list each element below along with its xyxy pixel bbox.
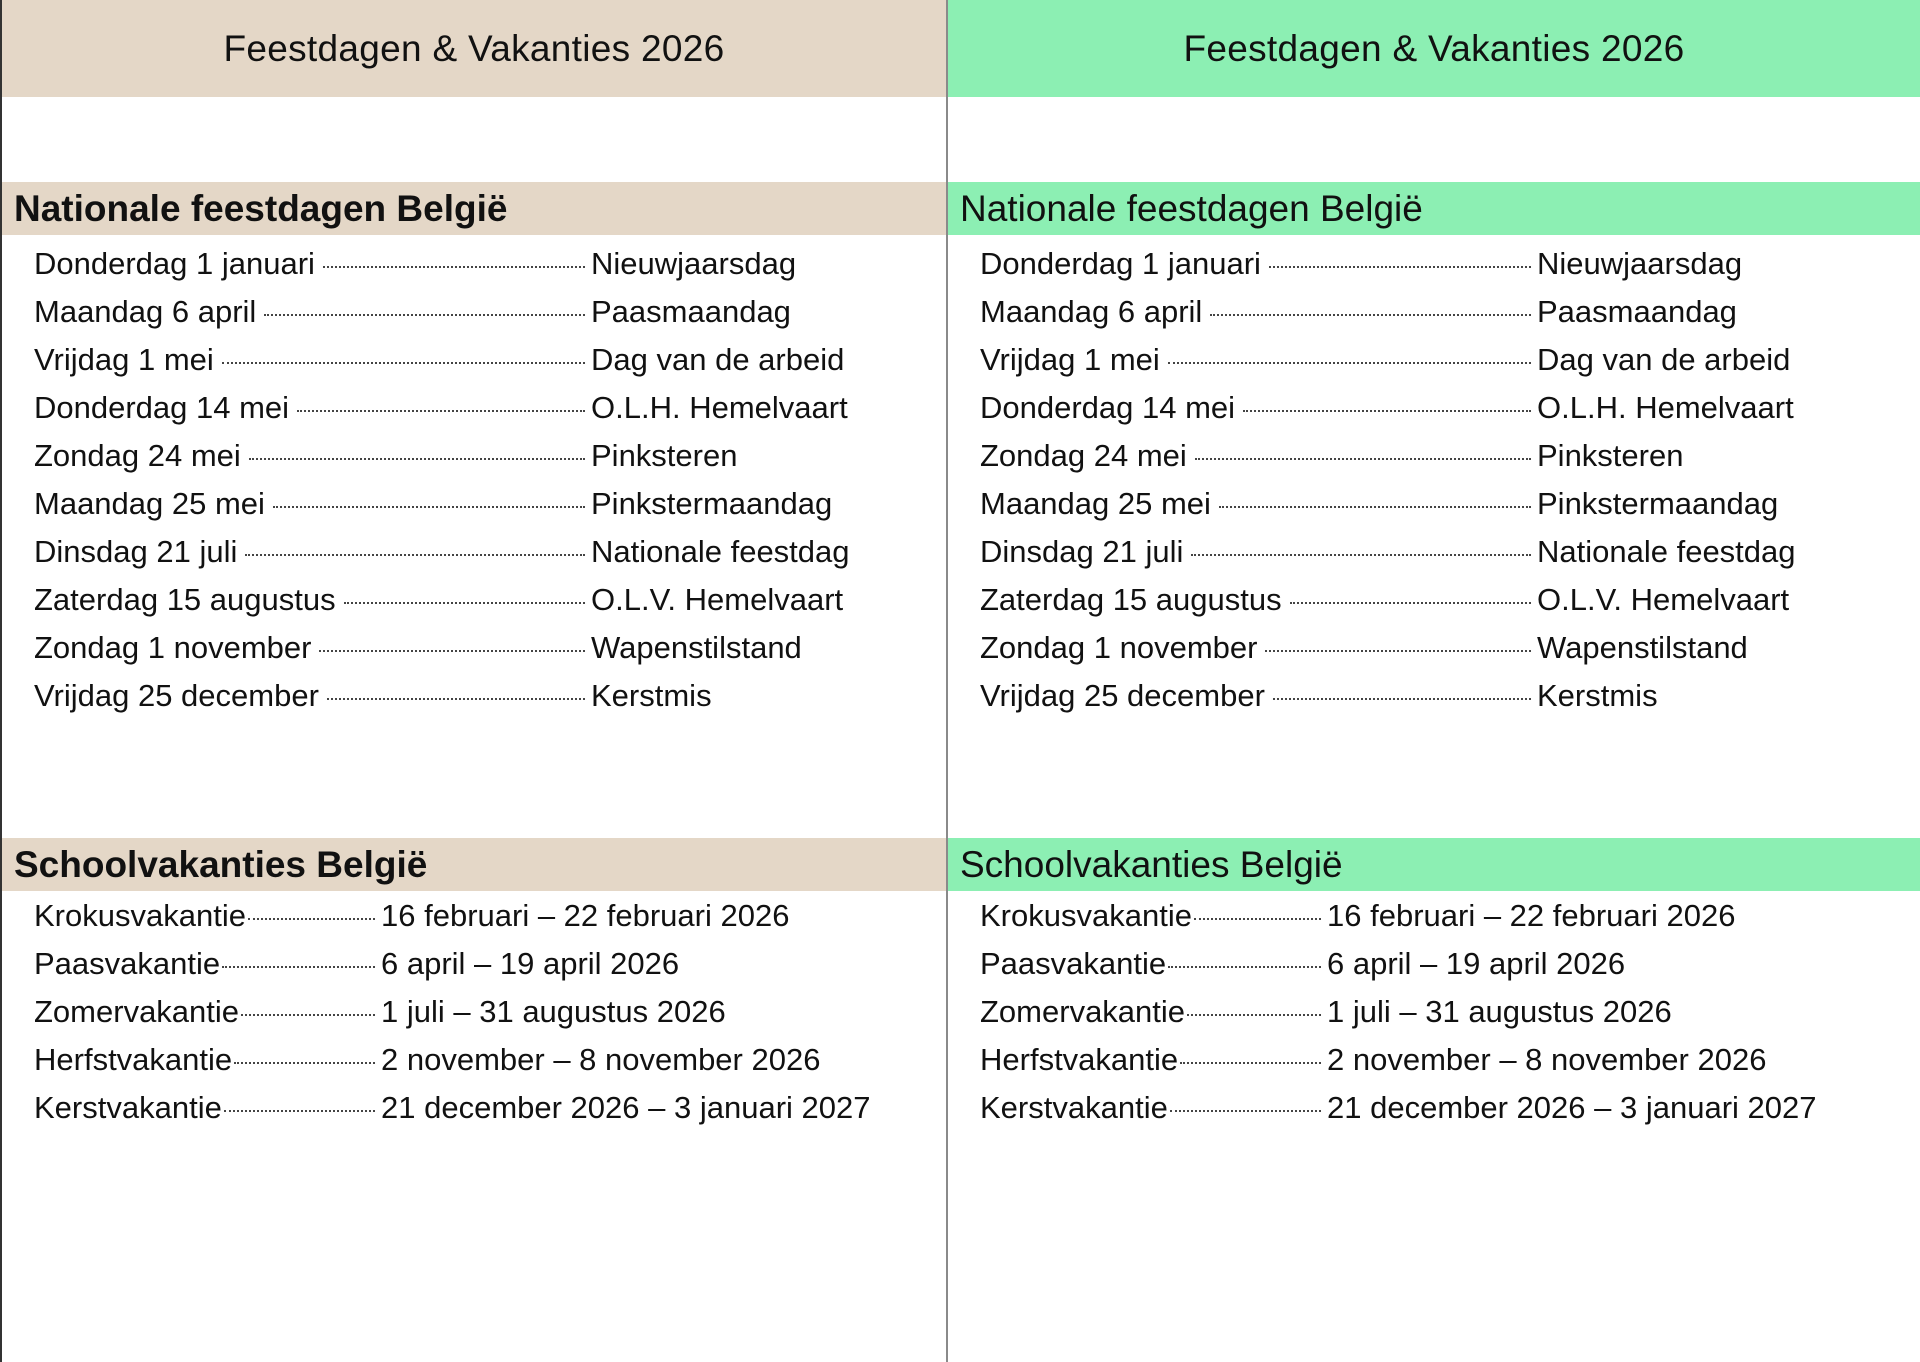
holiday-date: Dinsdag 21 juli — [980, 534, 1184, 569]
holiday-name: O.L.H. Hemelvaart — [1537, 390, 1794, 425]
dot-leader — [222, 966, 375, 968]
holiday-date: Maandag 25 mei — [980, 486, 1211, 521]
dot-leader — [264, 314, 585, 316]
vacation-name: Paasvakantie — [980, 946, 1167, 981]
panel-title: Feestdagen & Vakanties 2026 — [948, 0, 1920, 97]
vacation-period: 6 april – 19 april 2026 — [381, 946, 680, 981]
holiday-row — [34, 678, 850, 726]
dot-leader — [297, 410, 585, 412]
holiday-name: Pinkstermaandag — [1537, 486, 1779, 521]
dot-leader — [344, 602, 585, 604]
holiday-date: Maandag 6 april — [980, 294, 1203, 329]
dot-leader — [241, 1014, 375, 1016]
vacation-period: 1 juli – 31 augustus 2026 — [381, 994, 726, 1029]
holiday-row — [34, 438, 850, 486]
holiday-name: O.L.V. Hemelvaart — [591, 582, 844, 617]
holiday-name: O.L.H. Hemelvaart — [591, 390, 848, 425]
holiday-row — [34, 342, 850, 390]
holiday-name: Wapenstilstand — [591, 630, 802, 665]
dot-leader — [249, 458, 585, 460]
dot-leader — [248, 918, 375, 920]
dot-leader — [273, 506, 585, 508]
holiday-row — [980, 390, 1796, 438]
vacation-name: Zomervakantie — [34, 994, 240, 1029]
school-vacation-row — [980, 946, 1816, 994]
holiday-date: Zondag 1 november — [34, 630, 312, 665]
holiday-date: Dinsdag 21 juli — [34, 534, 238, 569]
school-vacation-row — [34, 1090, 870, 1138]
panel-title: Feestdagen & Vakanties 2026 — [2, 0, 946, 97]
holiday-date: Maandag 25 mei — [34, 486, 265, 521]
holiday-row — [980, 342, 1796, 390]
school-vacation-row — [980, 1090, 1816, 1138]
holiday-name: Kerstmis — [591, 678, 712, 713]
dot-leader — [1194, 918, 1321, 920]
vacation-name: Herfstvakantie — [34, 1042, 233, 1077]
vacation-period: 21 december 2026 – 3 januari 2027 — [381, 1090, 871, 1125]
dot-leader — [245, 554, 585, 556]
dot-leader — [1180, 1062, 1321, 1064]
vacation-name: Herfstvakantie — [980, 1042, 1179, 1077]
holiday-date: Maandag 6 april — [34, 294, 257, 329]
vacation-period: 16 februari – 22 februari 2026 — [1327, 898, 1736, 933]
dot-leader — [222, 362, 585, 364]
holiday-name: Nationale feestdag — [591, 534, 850, 569]
holiday-row — [980, 294, 1796, 342]
holiday-name: Wapenstilstand — [1537, 630, 1748, 665]
holiday-name: Pinkstermaandag — [591, 486, 833, 521]
dot-leader — [1191, 554, 1531, 556]
dot-leader — [234, 1062, 375, 1064]
holiday-row — [980, 582, 1796, 630]
dot-leader — [1195, 458, 1531, 460]
dot-leader — [1187, 1014, 1321, 1016]
dot-leader — [1170, 1110, 1321, 1112]
holiday-date: Zondag 24 mei — [34, 438, 241, 473]
holiday-date: Vrijdag 25 december — [980, 678, 1265, 713]
section-heading-holidays: Nationale feestdagen België — [948, 182, 1920, 235]
holiday-date: Zaterdag 15 augustus — [34, 582, 336, 617]
vacation-name: Krokusvakantie — [34, 898, 246, 933]
holiday-row — [34, 630, 850, 678]
school-vacation-row — [980, 898, 1816, 946]
holiday-row — [34, 486, 850, 534]
dot-leader — [1265, 650, 1531, 652]
holiday-row — [34, 390, 850, 438]
vacation-name: Kerstvakantie — [980, 1090, 1168, 1125]
holiday-date: Vrijdag 1 mei — [980, 342, 1160, 377]
holiday-date: Donderdag 1 januari — [34, 246, 315, 281]
holiday-date: Donderdag 14 mei — [980, 390, 1236, 425]
holiday-list — [34, 246, 850, 726]
dot-leader — [327, 698, 585, 700]
holiday-date: Vrijdag 1 mei — [34, 342, 214, 377]
vacation-period: 2 november – 8 november 2026 — [381, 1042, 821, 1077]
holiday-date: Zaterdag 15 augustus — [980, 582, 1282, 617]
holiday-row — [34, 582, 850, 630]
holiday-name: Nieuwjaarsdag — [1537, 246, 1743, 281]
holiday-row — [34, 246, 850, 294]
holiday-date: Vrijdag 25 december — [34, 678, 319, 713]
school-vacation-list — [34, 898, 870, 1138]
dot-leader — [1168, 966, 1321, 968]
dot-leader — [319, 650, 585, 652]
dot-leader — [1168, 362, 1531, 364]
dot-leader — [1243, 410, 1531, 412]
holiday-date: Zondag 24 mei — [980, 438, 1187, 473]
panel-beige — [0, 0, 946, 1362]
vacation-name: Paasvakantie — [34, 946, 221, 981]
dot-leader — [1273, 698, 1531, 700]
holiday-name: Paasmaandag — [1537, 294, 1737, 329]
holiday-date: Zondag 1 november — [980, 630, 1258, 665]
holiday-row — [980, 486, 1796, 534]
dot-leader — [224, 1110, 375, 1112]
section-heading-school-vacations: Schoolvakanties België — [948, 838, 1920, 891]
holiday-row — [34, 534, 850, 582]
holiday-row — [980, 534, 1796, 582]
holiday-name: Dag van de arbeid — [1537, 342, 1791, 377]
vacation-period: 6 april – 19 april 2026 — [1327, 946, 1626, 981]
dot-leader — [1219, 506, 1531, 508]
panel-green — [946, 0, 1920, 1362]
school-vacation-row — [34, 1042, 870, 1090]
holiday-date: Donderdag 1 januari — [980, 246, 1261, 281]
holiday-row — [980, 438, 1796, 486]
school-vacation-list — [980, 898, 1816, 1138]
holiday-date: Donderdag 14 mei — [34, 390, 290, 425]
school-vacation-row — [34, 946, 870, 994]
vacation-name: Kerstvakantie — [34, 1090, 222, 1125]
school-vacation-row — [34, 994, 870, 1042]
dot-leader — [323, 266, 585, 268]
section-heading-holidays: Nationale feestdagen België — [2, 182, 946, 235]
holiday-name: Pinksteren — [1537, 438, 1684, 473]
holiday-name: Nieuwjaarsdag — [591, 246, 797, 281]
vacation-period: 2 november – 8 november 2026 — [1327, 1042, 1767, 1077]
section-heading-school-vacations: Schoolvakanties België — [2, 838, 946, 891]
school-vacation-row — [980, 1042, 1816, 1090]
school-vacation-row — [34, 898, 870, 946]
holiday-row — [980, 630, 1796, 678]
vacation-name: Krokusvakantie — [980, 898, 1192, 933]
holiday-row — [980, 246, 1796, 294]
vacation-period: 16 februari – 22 februari 2026 — [381, 898, 790, 933]
dot-leader — [1269, 266, 1531, 268]
holiday-name: Dag van de arbeid — [591, 342, 845, 377]
holiday-row — [980, 678, 1796, 726]
dot-leader — [1290, 602, 1531, 604]
holiday-name: Paasmaandag — [591, 294, 791, 329]
holiday-list — [980, 246, 1796, 726]
dot-leader — [1210, 314, 1531, 316]
holiday-name: Nationale feestdag — [1537, 534, 1796, 569]
holiday-row — [34, 294, 850, 342]
vacation-period: 1 juli – 31 augustus 2026 — [1327, 994, 1672, 1029]
holiday-name: O.L.V. Hemelvaart — [1537, 582, 1790, 617]
school-vacation-row — [980, 994, 1816, 1042]
holiday-name: Kerstmis — [1537, 678, 1658, 713]
vacation-period: 21 december 2026 – 3 januari 2027 — [1327, 1090, 1817, 1125]
holiday-name: Pinksteren — [591, 438, 738, 473]
vacation-name: Zomervakantie — [980, 994, 1186, 1029]
